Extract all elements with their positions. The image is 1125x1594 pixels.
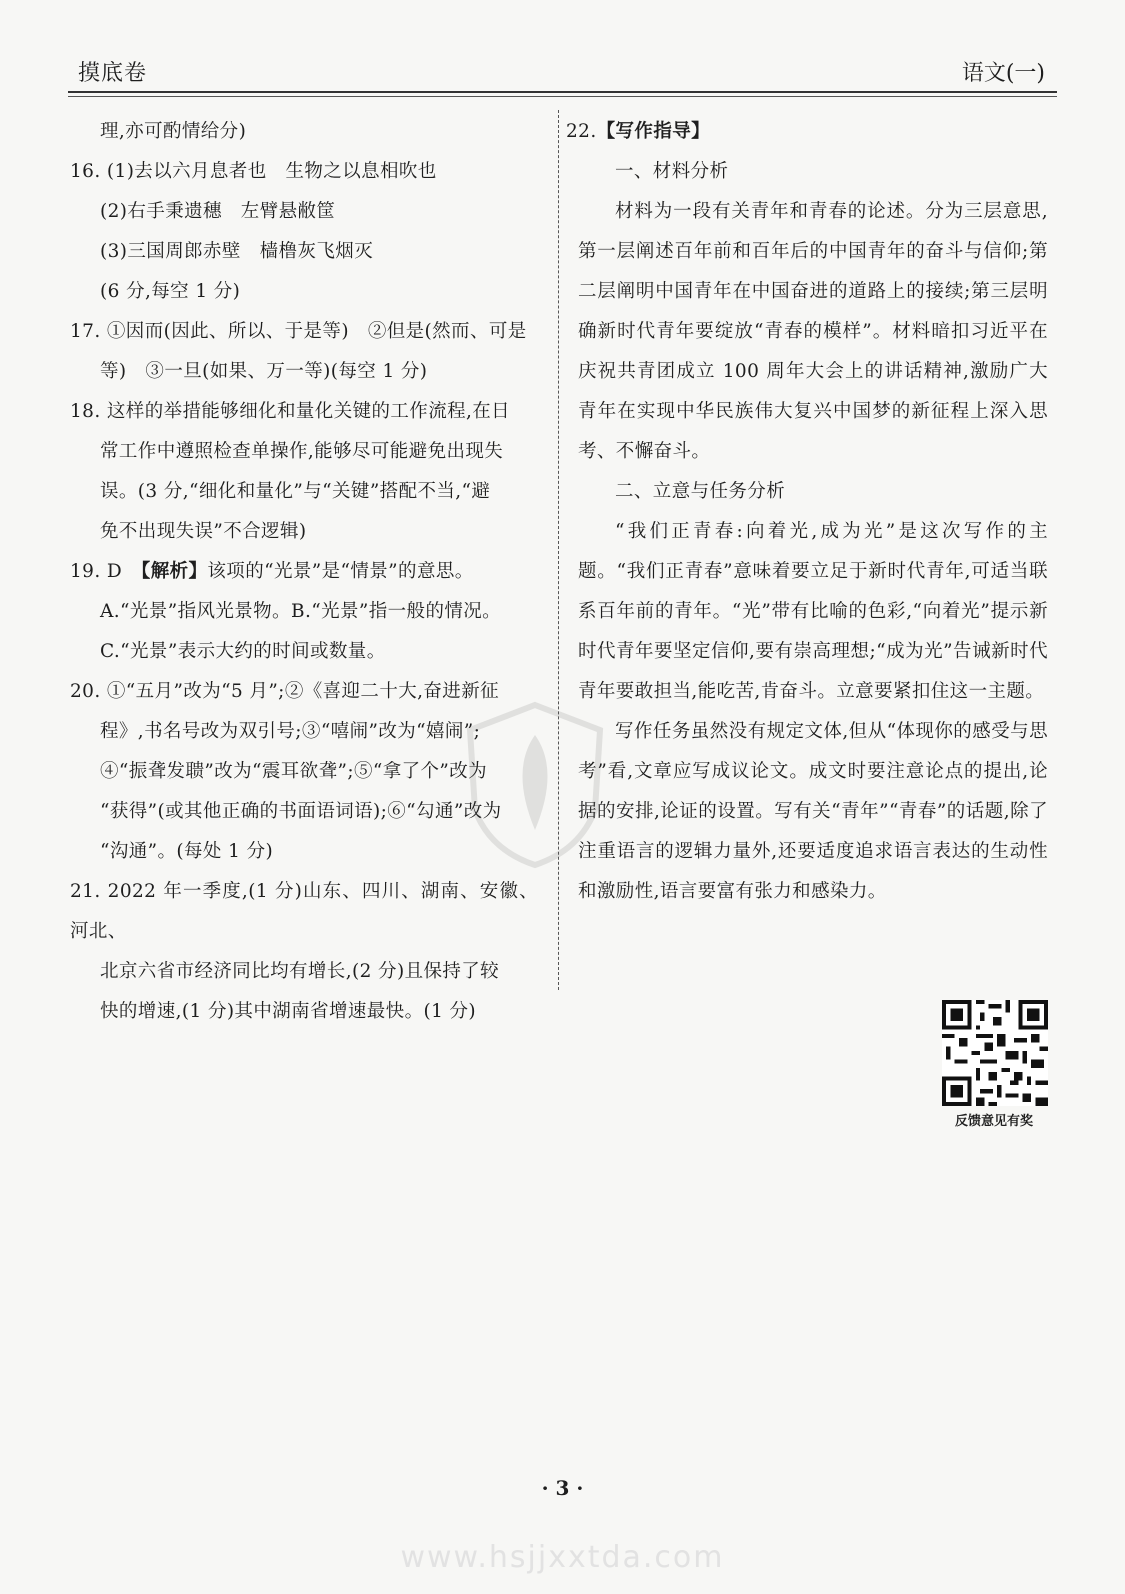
section-title: 二、立意与任务分析 <box>615 481 786 502</box>
header-rule <box>68 91 1057 93</box>
theme-analysis-paragraph: “我们正青春:向着光,成为光”是这次写作的主题。“我们正青春”意味着要立足于新时代青年,可适当联系百年前的青年。“光”带有比喻的色彩,“向着光”提示新时代青年要坚定信仰,要有崇高理想;“成为光”告诫新时代青年要敢担当,能吃苦,肯奋斗。立意要紧扣住这一主题。 <box>578 521 1048 702</box>
qr-code-icon[interactable] <box>942 1000 1048 1106</box>
answer-19-text: 该项的“光景”是“情景”的意思。 <box>207 561 474 582</box>
answer-16-score: (6 分,每空 1 分) <box>100 281 241 302</box>
answer-19-line <box>70 552 538 592</box>
answer-line: 理,亦可酌情给分) <box>100 121 247 142</box>
left-column <box>70 112 538 1032</box>
answer-18-line: 误。(3 分,“细化和量化”与“关键”搭配不当,“避 <box>100 481 491 502</box>
answer-20-line: ④“振聋发聩”改为“震耳欲聋”;⑤“拿了个”改为 <box>100 761 488 782</box>
analysis-tag: 【解析】 <box>141 561 208 582</box>
header-rule-thin <box>68 96 1057 97</box>
answer-17-line: 17. ①因而(因此、所以、于是等) ②但是(然而、可是 <box>70 321 527 342</box>
page-number: · 3 · <box>541 1476 584 1500</box>
answer-20-line: “获得”(或其他正确的书面语词语);⑥“勾通”改为 <box>100 801 502 822</box>
answer-21-line: 北京六省市经济同比均有增长,(2 分)且保持了较 <box>100 961 500 982</box>
site-watermark: www.hsjjxxtda.com <box>400 1540 725 1575</box>
answer-16-line: 16. (1)去以六月息者也 生物之以息相吹也 <box>70 161 437 182</box>
material-analysis-paragraph: 材料为一段有关青年和青春的论述。分为三层意思,第一层阐述百年前和百年后的中国青年的奋斗与信仰;第二层阐明中国青年在中国奋进的道路上的接续;第三层明确新时代青年要绽放“青春的模样”。材料暗扣习近平在庆祝共青团成立 100 周年大会上的讲话精神,激励广大青年在实现中华民族伟大复兴中国梦的新征程上深入思考、不懈奋斗。 <box>578 201 1048 462</box>
answer-16-line: (2)右手秉遗穗 左臂悬敝筐 <box>100 201 336 222</box>
section-title: 一、材料分析 <box>615 161 729 182</box>
answer-18-line: 免不出现失误”不合逻辑) <box>100 521 307 542</box>
exam-type-label: 摸底卷 <box>78 61 148 86</box>
answer-20-line: 程》,书名号改为双引号;③“嘻闹”改为“嬉闹”; <box>100 721 481 742</box>
answer-18-line: 18. 这样的举措能够细化和量化关键的工作流程,在日 <box>70 401 511 422</box>
answer-16-line: (3)三国周郎赤壁 樯橹灰飞烟灭 <box>100 241 374 262</box>
seal-watermark-icon <box>460 700 610 870</box>
writing-guide-tag: 【写作指导】 <box>596 121 711 142</box>
answer-18-line: 常工作中遵照检查单操作,能够尽可能避免出现失 <box>100 441 504 462</box>
answer-17-line: 等) ③一旦(如果、万一等)(每空 1 分) <box>100 361 428 382</box>
answer-19-line: C.“光景”表示大约的时间或数量。 <box>100 641 386 662</box>
page-header <box>68 52 1057 92</box>
answer-22-number: 22. <box>566 121 597 142</box>
answer-21-line: 21. 2022 年一季度,(1 分)山东、四川、湖南、安徽、河北、 <box>70 881 538 942</box>
right-column <box>566 112 1048 912</box>
task-analysis-paragraph: 写作任务虽然没有规定文体,但从“体现你的感受与思考”看,文章应写成议论文。成文时要注意论点的提出,论据的安排,论证的设置。写有关“青年”“青春”的话题,除了注重语言的逻辑力量外,还要适度追求语言表达的生动性和激励性,语言要富有张力和感染力。 <box>578 721 1048 902</box>
answer-22-heading <box>566 112 1048 152</box>
answer-19-number: 19. D <box>70 561 142 582</box>
answer-19-line: A.“光景”指风光景物。B.“光景”指一般的情况。 <box>100 601 502 622</box>
subject-label: 语文(一) <box>961 61 1045 86</box>
answer-21-line: 快的增速,(1 分)其中湖南省增速最快。(1 分) <box>100 1001 477 1022</box>
answer-20-line: “沟通”。(每处 1 分) <box>100 841 274 862</box>
qr-feedback-label: 反馈意见有奖 <box>954 1114 1033 1129</box>
answer-20-line: 20. ①“五月”改为“5 月”;②《喜迎二十大,奋进新征 <box>70 681 499 702</box>
